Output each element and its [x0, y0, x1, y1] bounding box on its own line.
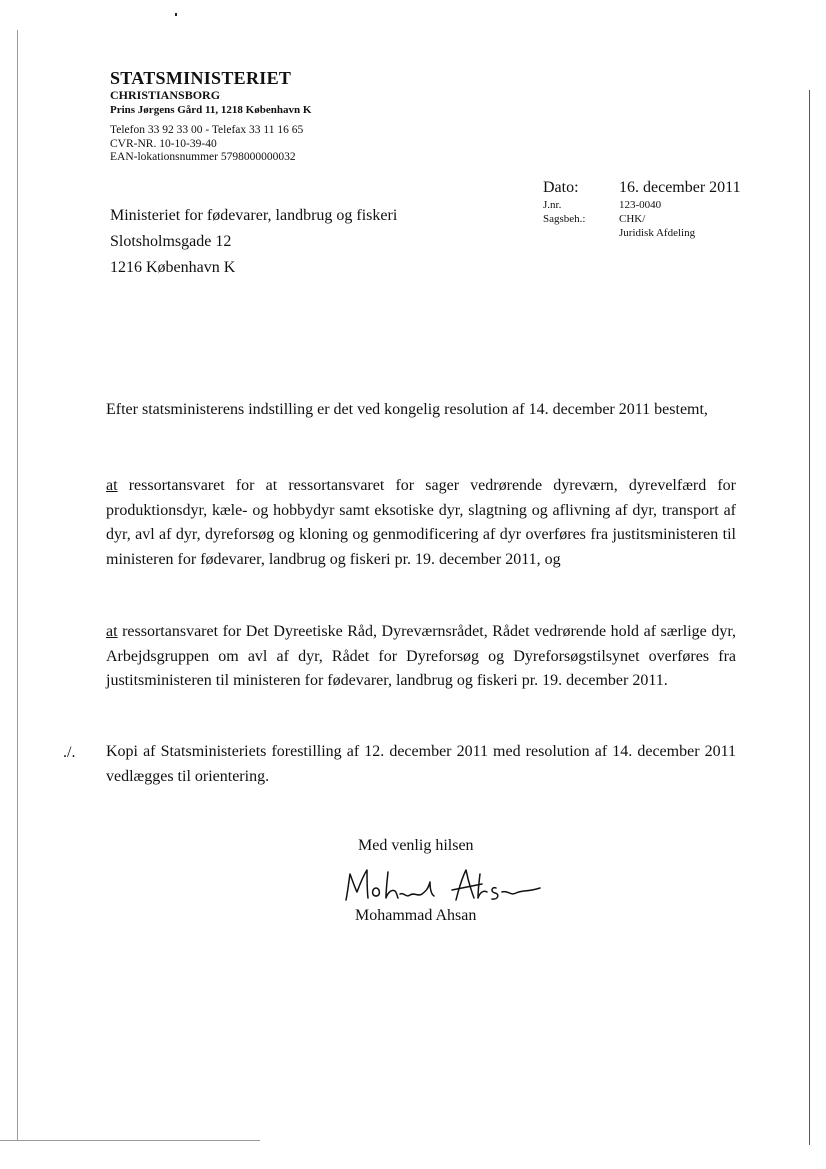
scan-edge-right — [809, 90, 810, 1145]
recipient-line: 1216 København K — [110, 259, 236, 276]
paragraph-prefix: at — [106, 623, 118, 640]
sender-ean: EAN-lokationsnummer 5798000000032 — [110, 151, 296, 163]
paragraph-resolution-2 — [106, 620, 736, 694]
date-label: Dato: — [543, 179, 579, 196]
handler-label: Sagsbeh.: — [543, 213, 586, 225]
letterhead — [110, 68, 311, 165]
jnr-value: 123-0040 — [619, 199, 662, 211]
jnr-label: J.nr. — [543, 199, 562, 211]
signer-name: Mohammad Ahsan — [355, 907, 477, 924]
sender-phone: Telefon 33 92 33 00 - Telefax 33 11 16 65 — [110, 124, 304, 136]
paragraph-enclosure: Kopi af Statsministeriets forestilling af 12. december 2011 med resolution af 14. december 2011 vedlægges til orientering. — [106, 743, 736, 785]
scan-edge-left — [17, 30, 18, 1140]
scan-edge-bottom — [0, 1140, 260, 1141]
closing: Med venlig hilsen — [358, 837, 474, 854]
recipient-address — [110, 203, 397, 281]
recipient-line: Slotsholmsgade 12 — [110, 233, 232, 250]
sender-address: Prins Jørgens Gård 11, 1218 København K — [110, 104, 312, 116]
handwritten-signature — [340, 862, 550, 911]
department: Juridisk Afdeling — [619, 227, 696, 239]
handler-value: CHK/ — [619, 213, 646, 225]
sender-cvr: CVR-NR. 10-10-39-40 — [110, 137, 217, 150]
paragraph-resolution-1 — [106, 474, 736, 572]
scan-mark — [175, 13, 177, 16]
enclosure-mark: ./. — [63, 744, 76, 761]
sender-name: STATSMINISTERIET — [110, 68, 292, 88]
paragraph-intro: Efter statsministerens indstilling er det ved kongelig resolution af 14. december 2011 bestemt, — [106, 401, 708, 418]
recipient-line: Ministeriet for fødevarer, landbrug og fiskeri — [110, 207, 398, 224]
date-value: 16. december 2011 — [619, 179, 741, 196]
paragraph-prefix: at — [106, 477, 118, 494]
sender-subtitle: CHRISTIANSBORG — [110, 88, 221, 102]
paragraph-text: ressortansvaret for at ressortansvaret for sager vedrørende dyreværn, dyrevelfærd for produktionsdyr, kæle- og hobbydyr samt eksotiske dyr, slagtning og aflivning af dyr, transport af dyr, avl af dyr, dyreforsøg og kloning og genmodificering af dyr overføres fra justitsministeren til ministeren for fødevarer, landbrug og fiskeri pr. 19. december 2011, og — [106, 477, 736, 568]
paragraph-text: ressortansvaret for Det Dyreetiske Råd, Dyreværnsrådet, Rådet vedrørende hold af særlige dyr, Arbejdsgruppen om avl af dyr, Rådet for Dyreforsøg og Dyreforsøgstilsynet overføres fra justitsministeren til ministeren for fødevarer, landbrug og fiskeri pr. 19. december 2011. — [106, 623, 736, 689]
